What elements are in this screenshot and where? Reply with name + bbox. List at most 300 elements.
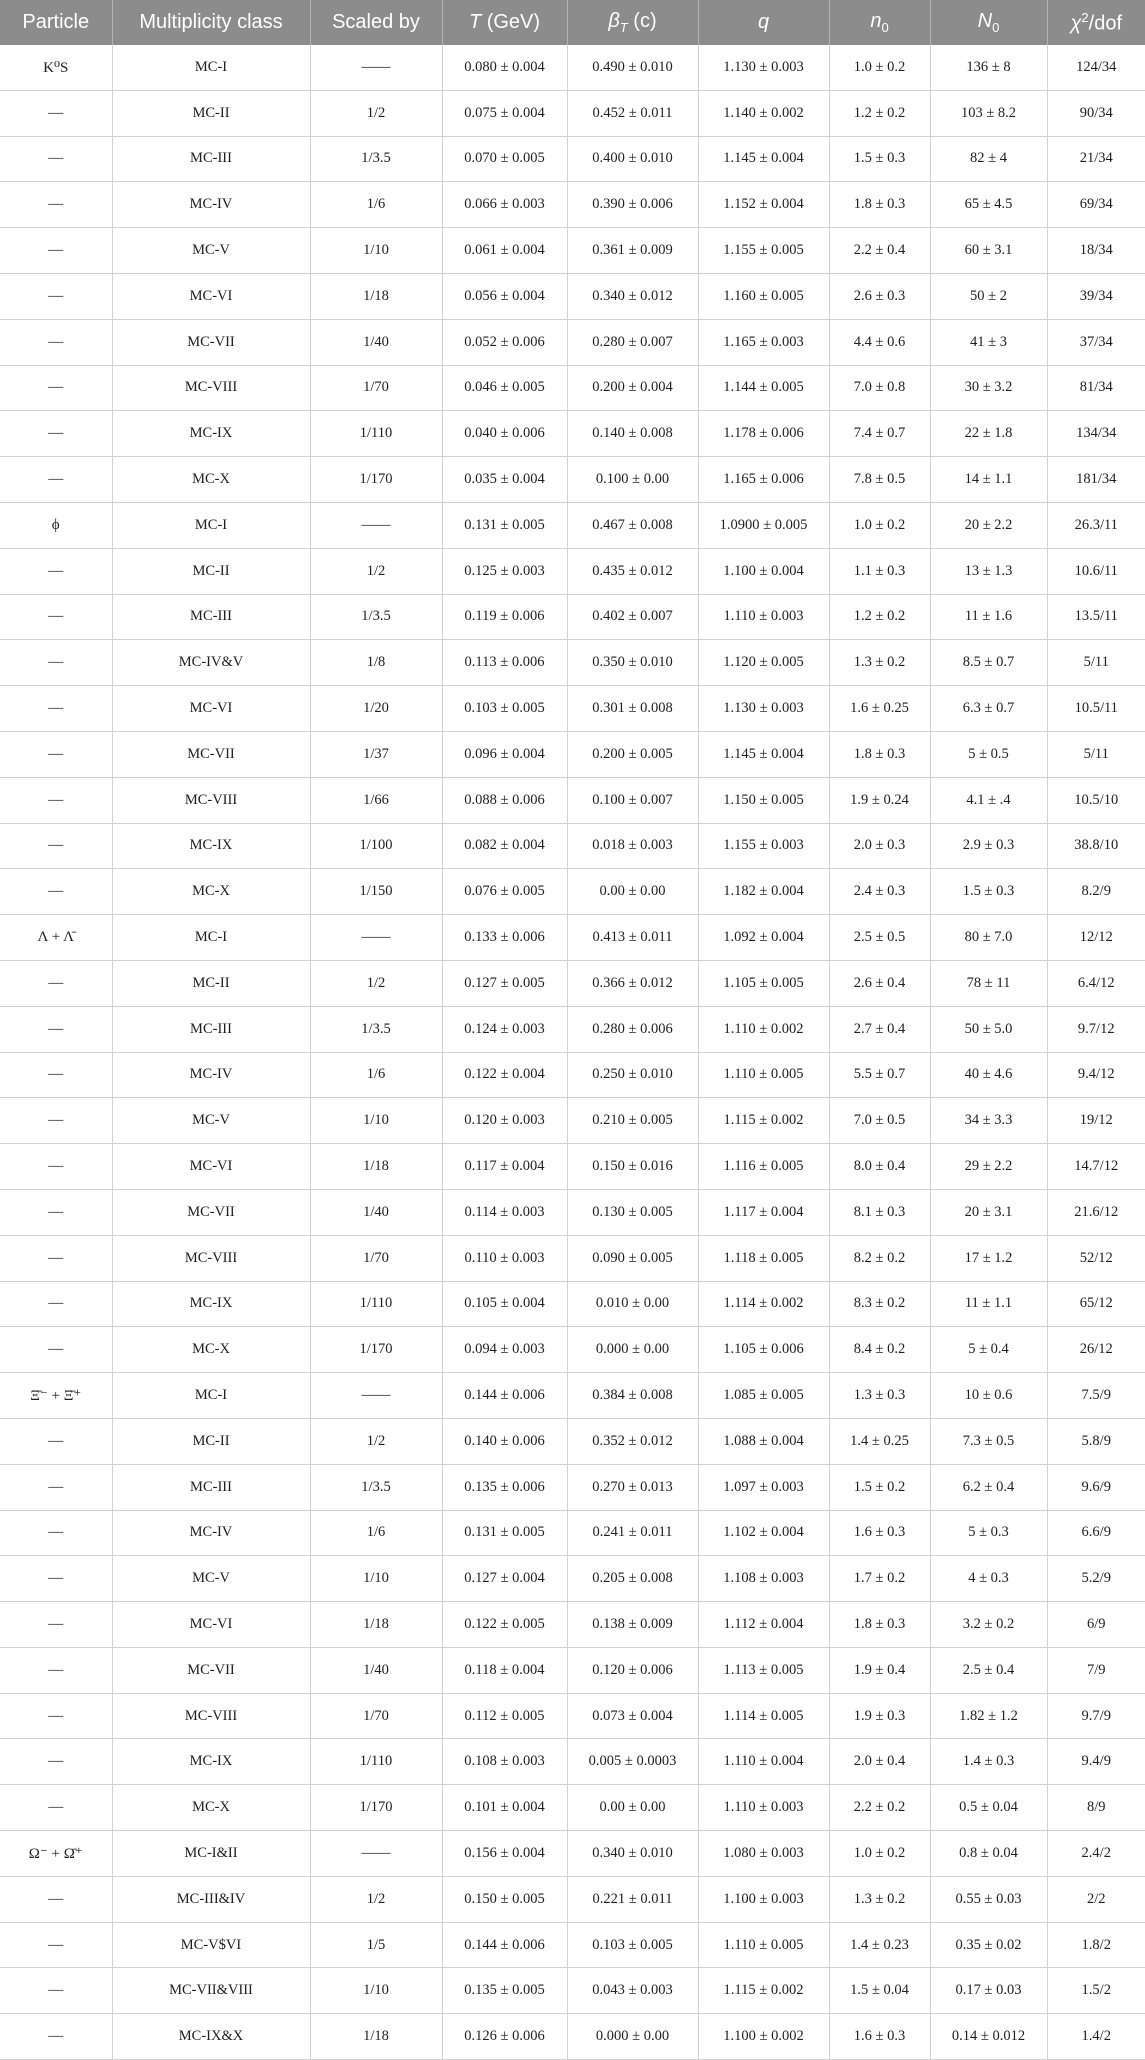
cell-particle: — (0, 2014, 112, 2060)
cell-particle: — (0, 640, 112, 686)
cell-q: 1.165 ± 0.006 (698, 457, 829, 503)
cell-scaled-by: 1/2 (310, 1418, 442, 1464)
cell-beta-t: 0.210 ± 0.005 (567, 1098, 698, 1144)
cell-n0: 1.8 ± 0.3 (829, 731, 930, 777)
cell-big-n0: 3.2 ± 0.2 (930, 1602, 1047, 1648)
cell-scaled-by: —— (310, 45, 442, 90)
table-row (0, 1510, 1145, 1556)
cell-temperature: 0.108 ± 0.003 (442, 1739, 567, 1785)
cell-q: 1.145 ± 0.004 (698, 136, 829, 182)
cell-n0: 1.0 ± 0.2 (829, 45, 930, 90)
cell-temperature: 0.127 ± 0.005 (442, 960, 567, 1006)
cell-big-n0: 6.3 ± 0.7 (930, 686, 1047, 732)
cell-q: 1.080 ± 0.003 (698, 1831, 829, 1877)
cell-temperature: 0.040 ± 0.006 (442, 411, 567, 457)
cell-multiplicity-class: MC-VII (112, 1189, 310, 1235)
cell-scaled-by: 1/40 (310, 1647, 442, 1693)
cell-q: 1.155 ± 0.003 (698, 823, 829, 869)
cell-n0: 1.6 ± 0.25 (829, 686, 930, 732)
cell-beta-t: 0.043 ± 0.003 (567, 1968, 698, 2014)
cell-q: 1.155 ± 0.005 (698, 228, 829, 274)
cell-beta-t: 0.200 ± 0.005 (567, 731, 698, 777)
table-row (0, 1098, 1145, 1144)
cell-chi2-dof: 90/34 (1047, 90, 1145, 136)
cell-chi2-dof: 124/34 (1047, 45, 1145, 90)
cell-n0: 1.7 ± 0.2 (829, 1556, 930, 1602)
cell-scaled-by: —— (310, 502, 442, 548)
cell-particle: — (0, 1739, 112, 1785)
cell-temperature: 0.144 ± 0.006 (442, 1922, 567, 1968)
header-temperature: T (GeV) (442, 0, 567, 45)
cell-particle: — (0, 1235, 112, 1281)
table-row (0, 1968, 1145, 2014)
cell-scaled-by: 1/10 (310, 1556, 442, 1602)
cell-chi2-dof: 9.7/9 (1047, 1693, 1145, 1739)
cell-big-n0: 20 ± 3.1 (930, 1189, 1047, 1235)
cell-beta-t: 0.221 ± 0.011 (567, 1876, 698, 1922)
cell-multiplicity-class: MC-VIII (112, 365, 310, 411)
cell-multiplicity-class: MC-V$VI (112, 1922, 310, 1968)
cell-beta-t: 0.340 ± 0.012 (567, 273, 698, 319)
cell-beta-t: 0.073 ± 0.004 (567, 1693, 698, 1739)
cell-temperature: 0.066 ± 0.003 (442, 182, 567, 228)
cell-temperature: 0.122 ± 0.004 (442, 1052, 567, 1098)
cell-temperature: 0.061 ± 0.004 (442, 228, 567, 274)
cell-multiplicity-class: MC-IX (112, 1739, 310, 1785)
table-row (0, 777, 1145, 823)
cell-n0: 1.1 ± 0.3 (829, 548, 930, 594)
cell-temperature: 0.133 ± 0.006 (442, 915, 567, 961)
cell-beta-t: 0.413 ± 0.011 (567, 915, 698, 961)
cell-multiplicity-class: MC-X (112, 457, 310, 503)
cell-chi2-dof: 39/34 (1047, 273, 1145, 319)
cell-temperature: 0.131 ± 0.005 (442, 1510, 567, 1556)
cell-multiplicity-class: MC-II (112, 90, 310, 136)
cell-q: 1.150 ± 0.005 (698, 777, 829, 823)
table-row (0, 1418, 1145, 1464)
cell-big-n0: 82 ± 4 (930, 136, 1047, 182)
table-row (0, 823, 1145, 869)
cell-scaled-by: 1/18 (310, 1602, 442, 1648)
table-row (0, 1327, 1145, 1373)
cell-beta-t: 0.100 ± 0.00 (567, 457, 698, 503)
cell-chi2-dof: 69/34 (1047, 182, 1145, 228)
cell-n0: 1.3 ± 0.3 (829, 1373, 930, 1419)
cell-temperature: 0.080 ± 0.004 (442, 45, 567, 90)
cell-particle: K⁰S (0, 45, 112, 90)
cell-multiplicity-class: MC-III (112, 1006, 310, 1052)
cell-big-n0: 17 ± 1.2 (930, 1235, 1047, 1281)
cell-big-n0: 5 ± 0.3 (930, 1510, 1047, 1556)
cell-q: 1.152 ± 0.004 (698, 182, 829, 228)
cell-temperature: 0.131 ± 0.005 (442, 502, 567, 548)
cell-big-n0: 60 ± 3.1 (930, 228, 1047, 274)
cell-scaled-by: 1/5 (310, 1922, 442, 1968)
cell-n0: 2.2 ± 0.4 (829, 228, 930, 274)
table-row (0, 548, 1145, 594)
cell-big-n0: 65 ± 4.5 (930, 182, 1047, 228)
cell-big-n0: 0.55 ± 0.03 (930, 1876, 1047, 1922)
cell-multiplicity-class: MC-X (112, 1327, 310, 1373)
cell-q: 1.140 ± 0.002 (698, 90, 829, 136)
cell-q: 1.110 ± 0.005 (698, 1922, 829, 1968)
cell-chi2-dof: 19/12 (1047, 1098, 1145, 1144)
cell-big-n0: 13 ± 1.3 (930, 548, 1047, 594)
cell-chi2-dof: 1.4/2 (1047, 2014, 1145, 2060)
cell-chi2-dof: 26.3/11 (1047, 502, 1145, 548)
table-row (0, 1281, 1145, 1327)
cell-n0: 5.5 ± 0.7 (829, 1052, 930, 1098)
cell-scaled-by: 1/110 (310, 411, 442, 457)
cell-scaled-by: 1/10 (310, 1968, 442, 2014)
cell-particle: — (0, 182, 112, 228)
cell-multiplicity-class: MC-II (112, 1418, 310, 1464)
cell-beta-t: 0.250 ± 0.010 (567, 1052, 698, 1098)
cell-multiplicity-class: MC-VI (112, 1602, 310, 1648)
cell-q: 1.113 ± 0.005 (698, 1647, 829, 1693)
cell-big-n0: 0.5 ± 0.04 (930, 1785, 1047, 1831)
cell-beta-t: 0.350 ± 0.010 (567, 640, 698, 686)
cell-temperature: 0.110 ± 0.003 (442, 1235, 567, 1281)
cell-multiplicity-class: MC-VII&VIII (112, 1968, 310, 2014)
cell-big-n0: 2.5 ± 0.4 (930, 1647, 1047, 1693)
table-row (0, 136, 1145, 182)
cell-chi2-dof: 1.8/2 (1047, 1922, 1145, 1968)
cell-n0: 1.5 ± 0.3 (829, 136, 930, 182)
table-row (0, 1006, 1145, 1052)
cell-n0: 8.3 ± 0.2 (829, 1281, 930, 1327)
cell-n0: 4.4 ± 0.6 (829, 319, 930, 365)
cell-scaled-by: 1/6 (310, 1510, 442, 1556)
cell-q: 1.178 ± 0.006 (698, 411, 829, 457)
cell-particle: — (0, 273, 112, 319)
cell-beta-t: 0.490 ± 0.010 (567, 45, 698, 90)
cell-temperature: 0.140 ± 0.006 (442, 1418, 567, 1464)
cell-q: 1.110 ± 0.004 (698, 1739, 829, 1785)
cell-chi2-dof: 10.5/11 (1047, 686, 1145, 732)
cell-beta-t: 0.00 ± 0.00 (567, 1785, 698, 1831)
cell-n0: 2.2 ± 0.2 (829, 1785, 930, 1831)
cell-particle: ϕ (0, 502, 112, 548)
cell-q: 1.130 ± 0.003 (698, 686, 829, 732)
table-header (0, 0, 1145, 45)
cell-n0: 1.2 ± 0.2 (829, 90, 930, 136)
cell-n0: 8.1 ± 0.3 (829, 1189, 930, 1235)
cell-big-n0: 5 ± 0.5 (930, 731, 1047, 777)
cell-n0: 1.8 ± 0.3 (829, 182, 930, 228)
cell-chi2-dof: 18/34 (1047, 228, 1145, 274)
cell-beta-t: 0.120 ± 0.006 (567, 1647, 698, 1693)
cell-chi2-dof: 37/34 (1047, 319, 1145, 365)
cell-n0: 7.0 ± 0.5 (829, 1098, 930, 1144)
cell-scaled-by: 1/3.5 (310, 136, 442, 182)
cell-n0: 2.0 ± 0.4 (829, 1739, 930, 1785)
cell-q: 1.115 ± 0.002 (698, 1098, 829, 1144)
header-row (0, 0, 1145, 45)
cell-temperature: 0.125 ± 0.003 (442, 548, 567, 594)
cell-q: 1.165 ± 0.003 (698, 319, 829, 365)
cell-beta-t: 0.150 ± 0.016 (567, 1144, 698, 1190)
cell-beta-t: 0.200 ± 0.004 (567, 365, 698, 411)
cell-n0: 1.9 ± 0.3 (829, 1693, 930, 1739)
cell-chi2-dof: 5.2/9 (1047, 1556, 1145, 1602)
cell-n0: 1.6 ± 0.3 (829, 2014, 930, 2060)
cell-multiplicity-class: MC-II (112, 960, 310, 1006)
cell-particle: — (0, 1418, 112, 1464)
cell-particle: — (0, 960, 112, 1006)
table-row (0, 960, 1145, 1006)
cell-q: 1.102 ± 0.004 (698, 1510, 829, 1556)
cell-q: 1.160 ± 0.005 (698, 273, 829, 319)
cell-particle: — (0, 1510, 112, 1556)
cell-big-n0: 80 ± 7.0 (930, 915, 1047, 961)
table-row (0, 1876, 1145, 1922)
cell-big-n0: 1.82 ± 1.2 (930, 1693, 1047, 1739)
cell-n0: 1.4 ± 0.23 (829, 1922, 930, 1968)
cell-multiplicity-class: MC-V (112, 228, 310, 274)
cell-chi2-dof: 26/12 (1047, 1327, 1145, 1373)
cell-multiplicity-class: MC-VII (112, 1647, 310, 1693)
cell-beta-t: 0.205 ± 0.008 (567, 1556, 698, 1602)
table-row (0, 640, 1145, 686)
cell-particle: — (0, 1144, 112, 1190)
cell-particle: — (0, 731, 112, 777)
table-row (0, 45, 1145, 90)
cell-chi2-dof: 134/34 (1047, 411, 1145, 457)
cell-big-n0: 1.4 ± 0.3 (930, 1739, 1047, 1785)
cell-q: 1.108 ± 0.003 (698, 1556, 829, 1602)
cell-multiplicity-class: MC-I&II (112, 1831, 310, 1877)
cell-scaled-by: 1/100 (310, 823, 442, 869)
cell-n0: 2.5 ± 0.5 (829, 915, 930, 961)
cell-chi2-dof: 6/9 (1047, 1602, 1145, 1648)
cell-beta-t: 0.140 ± 0.008 (567, 411, 698, 457)
cell-chi2-dof: 2.4/2 (1047, 1831, 1145, 1877)
cell-n0: 2.7 ± 0.4 (829, 1006, 930, 1052)
cell-big-n0: 29 ± 2.2 (930, 1144, 1047, 1190)
cell-multiplicity-class: MC-IV (112, 1052, 310, 1098)
cell-beta-t: 0.400 ± 0.010 (567, 136, 698, 182)
cell-big-n0: 78 ± 11 (930, 960, 1047, 1006)
cell-q: 1.088 ± 0.004 (698, 1418, 829, 1464)
cell-multiplicity-class: MC-VI (112, 1144, 310, 1190)
cell-temperature: 0.156 ± 0.004 (442, 1831, 567, 1877)
cell-scaled-by: 1/170 (310, 1327, 442, 1373)
cell-chi2-dof: 21.6/12 (1047, 1189, 1145, 1235)
cell-beta-t: 0.301 ± 0.008 (567, 686, 698, 732)
cell-chi2-dof: 5/11 (1047, 640, 1145, 686)
cell-particle: — (0, 777, 112, 823)
cell-chi2-dof: 12/12 (1047, 915, 1145, 961)
table-row (0, 1602, 1145, 1648)
cell-chi2-dof: 7/9 (1047, 1647, 1145, 1693)
cell-beta-t: 0.000 ± 0.00 (567, 1327, 698, 1373)
cell-temperature: 0.075 ± 0.004 (442, 90, 567, 136)
table-row (0, 1647, 1145, 1693)
cell-scaled-by: 1/2 (310, 960, 442, 1006)
cell-beta-t: 0.241 ± 0.011 (567, 1510, 698, 1556)
cell-multiplicity-class: MC-VIII (112, 1693, 310, 1739)
cell-q: 1.110 ± 0.003 (698, 1785, 829, 1831)
cell-particle: — (0, 1098, 112, 1144)
cell-beta-t: 0.361 ± 0.009 (567, 228, 698, 274)
cell-particle: — (0, 1647, 112, 1693)
cell-scaled-by: 1/2 (310, 1876, 442, 1922)
header-particle: Particle (0, 0, 112, 45)
cell-q: 1.115 ± 0.002 (698, 1968, 829, 2014)
cell-scaled-by: 1/18 (310, 2014, 442, 2060)
cell-beta-t: 0.130 ± 0.005 (567, 1189, 698, 1235)
cell-big-n0: 5 ± 0.4 (930, 1327, 1047, 1373)
cell-temperature: 0.094 ± 0.003 (442, 1327, 567, 1373)
cell-particle: — (0, 1876, 112, 1922)
cell-q: 1.114 ± 0.002 (698, 1281, 829, 1327)
cell-scaled-by: 1/110 (310, 1281, 442, 1327)
cell-q: 1.110 ± 0.005 (698, 1052, 829, 1098)
table-row (0, 2014, 1145, 2060)
cell-particle: Ω⁻ + Ω̄⁺ (0, 1831, 112, 1877)
cell-q: 1.100 ± 0.004 (698, 548, 829, 594)
cell-multiplicity-class: MC-VI (112, 686, 310, 732)
table-row (0, 502, 1145, 548)
cell-big-n0: 136 ± 8 (930, 45, 1047, 90)
cell-big-n0: 7.3 ± 0.5 (930, 1418, 1047, 1464)
table-row (0, 1739, 1145, 1785)
cell-particle: Λ + Λ̄ (0, 915, 112, 961)
cell-n0: 2.0 ± 0.3 (829, 823, 930, 869)
cell-particle: — (0, 1556, 112, 1602)
table-row (0, 1556, 1145, 1602)
cell-chi2-dof: 38.8/10 (1047, 823, 1145, 869)
cell-big-n0: 34 ± 3.3 (930, 1098, 1047, 1144)
cell-big-n0: 41 ± 3 (930, 319, 1047, 365)
cell-temperature: 0.122 ± 0.005 (442, 1602, 567, 1648)
cell-multiplicity-class: MC-VI (112, 273, 310, 319)
cell-scaled-by: 1/40 (310, 319, 442, 365)
table-row (0, 1693, 1145, 1739)
cell-multiplicity-class: MC-V (112, 1556, 310, 1602)
cell-chi2-dof: 10.6/11 (1047, 548, 1145, 594)
cell-particle: — (0, 1189, 112, 1235)
table-row (0, 1052, 1145, 1098)
cell-big-n0: 0.14 ± 0.012 (930, 2014, 1047, 2060)
cell-big-n0: 4.1 ± .4 (930, 777, 1047, 823)
cell-temperature: 0.076 ± 0.005 (442, 869, 567, 915)
cell-temperature: 0.112 ± 0.005 (442, 1693, 567, 1739)
cell-q: 1.182 ± 0.004 (698, 869, 829, 915)
cell-scaled-by: 1/37 (310, 731, 442, 777)
cell-n0: 1.6 ± 0.3 (829, 1510, 930, 1556)
cell-scaled-by: 1/18 (310, 1144, 442, 1190)
table-row (0, 90, 1145, 136)
cell-scaled-by: 1/20 (310, 686, 442, 732)
header-multiplicity-class: Multiplicity class (112, 0, 310, 45)
cell-particle: — (0, 1006, 112, 1052)
cell-q: 1.100 ± 0.002 (698, 2014, 829, 2060)
header-big-n0: $N_0$ (930, 0, 1047, 45)
cell-big-n0: 0.17 ± 0.03 (930, 1968, 1047, 2014)
table-row (0, 457, 1145, 503)
cell-beta-t: 0.435 ± 0.012 (567, 548, 698, 594)
cell-chi2-dof: 6.4/12 (1047, 960, 1145, 1006)
cell-chi2-dof: 9.4/12 (1047, 1052, 1145, 1098)
cell-multiplicity-class: MC-X (112, 1785, 310, 1831)
cell-multiplicity-class: MC-IX (112, 823, 310, 869)
cell-temperature: 0.101 ± 0.004 (442, 1785, 567, 1831)
cell-n0: 1.2 ± 0.2 (829, 594, 930, 640)
cell-chi2-dof: 13.5/11 (1047, 594, 1145, 640)
cell-scaled-by: 1/110 (310, 1739, 442, 1785)
cell-n0: 8.0 ± 0.4 (829, 1144, 930, 1190)
cell-beta-t: 0.00 ± 0.00 (567, 869, 698, 915)
cell-multiplicity-class: MC-VII (112, 731, 310, 777)
cell-scaled-by: 1/8 (310, 640, 442, 686)
cell-q: 1.110 ± 0.003 (698, 594, 829, 640)
cell-n0: 1.9 ± 0.24 (829, 777, 930, 823)
cell-scaled-by: 1/10 (310, 228, 442, 274)
cell-big-n0: 4 ± 0.3 (930, 1556, 1047, 1602)
cell-chi2-dof: 181/34 (1047, 457, 1145, 503)
cell-big-n0: 20 ± 2.2 (930, 502, 1047, 548)
cell-multiplicity-class: MC-I (112, 502, 310, 548)
table-row (0, 594, 1145, 640)
cell-particle: — (0, 1052, 112, 1098)
cell-particle: — (0, 1464, 112, 1510)
cell-big-n0: 40 ± 4.6 (930, 1052, 1047, 1098)
cell-particle: — (0, 594, 112, 640)
cell-chi2-dof: 81/34 (1047, 365, 1145, 411)
cell-beta-t: 0.340 ± 0.010 (567, 1831, 698, 1877)
cell-scaled-by: 1/70 (310, 365, 442, 411)
cell-n0: 2.4 ± 0.3 (829, 869, 930, 915)
header-beta-t: $\beta_T$ (c) (567, 0, 698, 45)
cell-particle: — (0, 1281, 112, 1327)
cell-particle: — (0, 136, 112, 182)
table-row (0, 1785, 1145, 1831)
cell-multiplicity-class: MC-III (112, 594, 310, 640)
cell-n0: 1.3 ± 0.2 (829, 640, 930, 686)
table-body (0, 45, 1145, 2060)
cell-q: 1.114 ± 0.005 (698, 1693, 829, 1739)
cell-big-n0: 50 ± 5.0 (930, 1006, 1047, 1052)
cell-q: 1.110 ± 0.002 (698, 1006, 829, 1052)
cell-beta-t: 0.270 ± 0.013 (567, 1464, 698, 1510)
cell-particle: — (0, 411, 112, 457)
cell-scaled-by: 1/150 (310, 869, 442, 915)
header-q: q (698, 0, 829, 45)
cell-beta-t: 0.384 ± 0.008 (567, 1373, 698, 1419)
cell-big-n0: 10 ± 0.6 (930, 1373, 1047, 1419)
cell-beta-t: 0.352 ± 0.012 (567, 1418, 698, 1464)
cell-scaled-by: 1/3.5 (310, 1464, 442, 1510)
cell-particle: — (0, 90, 112, 136)
cell-particle: — (0, 319, 112, 365)
cell-scaled-by: 1/66 (310, 777, 442, 823)
cell-scaled-by: —— (310, 1373, 442, 1419)
table-row (0, 319, 1145, 365)
table-row (0, 182, 1145, 228)
cell-n0: 7.0 ± 0.8 (829, 365, 930, 411)
cell-big-n0: 11 ± 1.1 (930, 1281, 1047, 1327)
cell-scaled-by: 1/70 (310, 1693, 442, 1739)
cell-temperature: 0.088 ± 0.006 (442, 777, 567, 823)
cell-particle: — (0, 457, 112, 503)
cell-temperature: 0.096 ± 0.004 (442, 731, 567, 777)
cell-multiplicity-class: MC-III&IV (112, 1876, 310, 1922)
cell-scaled-by: 1/2 (310, 90, 442, 136)
cell-big-n0: 11 ± 1.6 (930, 594, 1047, 640)
cell-scaled-by: —— (310, 915, 442, 961)
